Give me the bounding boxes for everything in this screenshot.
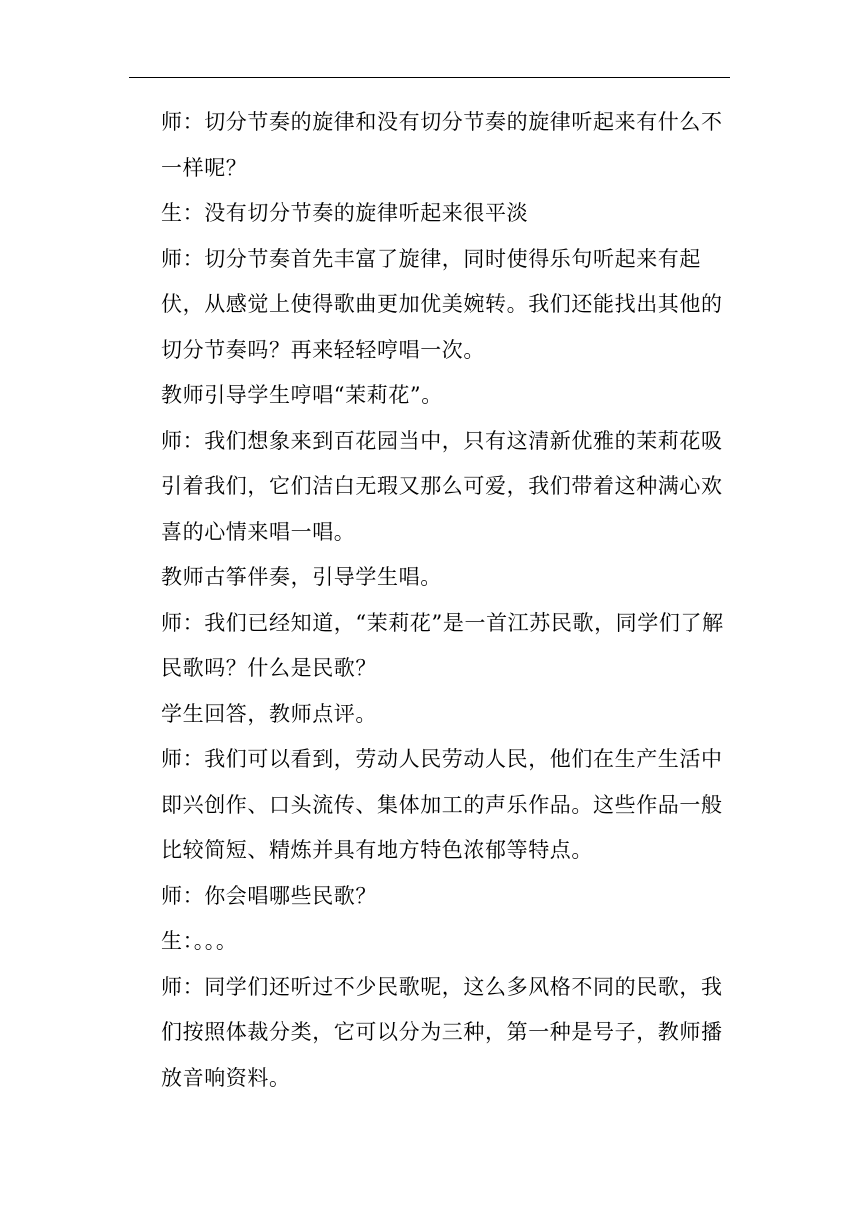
paragraph-teacher-imagine-garden: 师：我们想象来到百花园当中，只有这清新优雅的茉莉花吸引着我们，它们洁白无瑕又那么可爱，我们带着这种满心欢喜的心情来唱一唱。 xyxy=(161,428,723,544)
body-text xyxy=(161,100,735,1101)
paragraph-teacher-folk-song-categories: 师：同学们还听过不少民歌呢，这么多风格不同的民歌，我们按照体裁分类，它可以分为三种，第一种是号子，教师播放音响资料。 xyxy=(161,974,723,1090)
paragraph-teacher-what-is-folk-song: 师：我们已经知道，“茉莉花”是一首江苏民歌，同学们了解民歌吗？什么是民歌？ xyxy=(161,610,724,680)
paragraph-teacher-which-folk-songs: 师：你会唱哪些民歌？ xyxy=(161,883,377,908)
paragraph-teacher-syncopation-effect: 师：切分节奏首先丰富了旋律，同时使得乐句听起来有起伏，从感觉上使得歌曲更加优美婉转。我们还能找出其他的切分节奏吗？再来轻轻哼唱一次。 xyxy=(161,246,723,362)
paragraph-teacher-guides-humming: 教师引导学生哼唱“茉莉花”。 xyxy=(161,383,443,407)
paragraph-student-answer-plain: 生：没有切分节奏的旋律听起来很平淡 xyxy=(161,201,529,225)
paragraph-guzheng-accompaniment: 教师古筝伴奏，引导学生唱。 xyxy=(161,565,442,589)
paragraph-student-ellipsis: 生：。。。 xyxy=(161,929,238,953)
paragraph-teacher-folk-song-definition: 师：我们可以看到，劳动人民劳动人民，他们在生产生活中即兴创作、口头流传、集体加工的声乐作品。这些作品一般比较简短、精炼并具有地方特色浓郁等特点。 xyxy=(161,747,723,862)
paragraph-student-answers-teacher-comments: 学生回答，教师点评。 xyxy=(161,701,377,726)
header-rule xyxy=(129,77,730,78)
paragraph-teacher-question-syncopation: 师：切分节奏的旋律和没有切分节奏的旋律听起来有什么不一样呢？ xyxy=(161,110,723,180)
